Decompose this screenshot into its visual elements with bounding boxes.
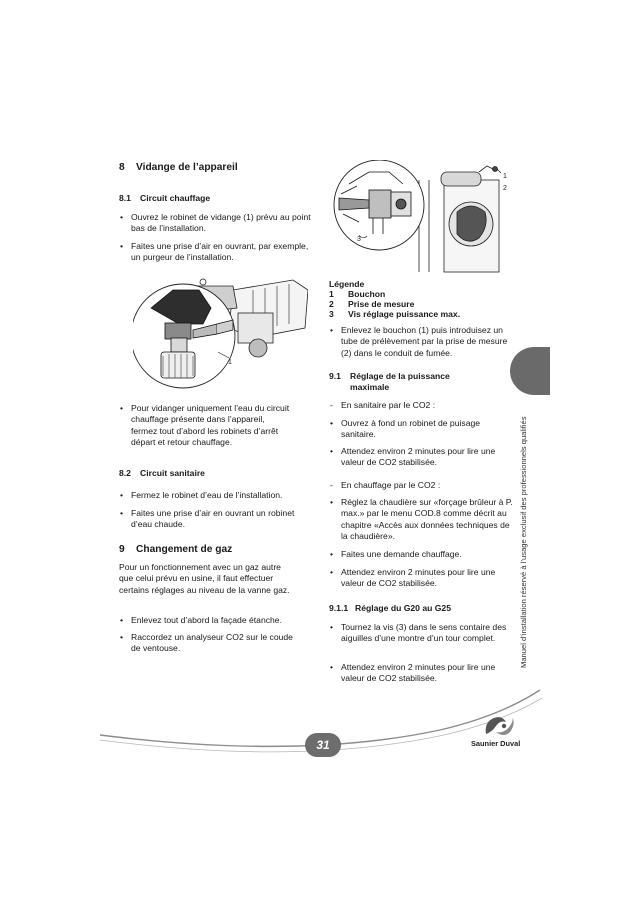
section-8-1-heading: 8.1 Circuit chauffage	[119, 193, 211, 203]
callout-2: 2	[503, 185, 507, 192]
section-8-2-heading: 8.2 Circuit sanitaire	[119, 468, 205, 478]
section-8-heading: 8 Vidange de l’appareil	[119, 162, 238, 173]
section-9-heading: 9 Changement de gaz	[119, 544, 233, 555]
brand-name: Saunier Duval	[471, 739, 521, 748]
section-9-paragraph: Pour un fonctionnement avec un gaz autre que celui prévu en usine, il faut effectuer certains réglages au niveau de la vanne gaz.	[119, 562, 290, 595]
bullet-item: • Attendez environ 2 minutes pour lire une valeur de CO2 stabilisée.	[330, 446, 496, 468]
callout-1: 1	[503, 173, 507, 180]
bullet-item: • Raccordez un analyseur CO2 sur le coude de ventouse.	[120, 632, 293, 654]
bullet-item: • Faites une demande chauffage.	[330, 549, 462, 559]
bullet-item: • Attendez environ 2 minutes pour lire une valeur de CO2 stabilisée.	[330, 567, 496, 589]
bullet-item: • Faites une prise d’air en ouvrant un robinet d’eau chaude.	[120, 508, 295, 530]
section-9-1-1-heading: 9.1.1 Réglage du G20 au G25	[329, 603, 451, 613]
section-9-1-heading: 9.1 Réglage de la puissance maximale	[329, 371, 450, 393]
bullet-item: • Ouvrez le robinet de vidange (1) prévu au point bas de l’installation.	[120, 212, 311, 234]
bullet-item: • Faites une prise d’air en ouvrant, par exemple, un purgeur de l’installation.	[120, 241, 309, 263]
bullet-item: • Pour vidanger uniquement l’eau du circuit chauffage présente dans l’appareil, fermez tout d’abord les robinets d’arrêt départ et retour chauffage.	[120, 403, 290, 448]
legend-row: 3 Vis réglage puissance max.	[329, 309, 461, 319]
side-margin-text: Manuel d’installation réservé à l’usage exclusif des professionnels qualifiés	[519, 416, 528, 668]
legend-row: 2 Prise de mesure	[329, 299, 415, 309]
bullet-item: • Enlevez le bouchon (1) puis introduisez un tube de prélèvement par la prise de mesure (2) dans le conduit de fumée.	[330, 325, 508, 358]
dash-item: - En sanitaire par le CO2 :	[330, 400, 436, 410]
callout-3: 3	[357, 236, 361, 243]
bullet-item: • Fermez le robinet d’eau de l’installation.	[120, 490, 283, 500]
callout-1: 1	[228, 359, 232, 366]
bullet-item: • Enlevez tout d’abord la façade étanche.	[120, 615, 282, 625]
bullet-item: • Attendez environ 2 minutes pour lire une valeur de CO2 stabilisée.	[330, 662, 496, 684]
bullet-item: • Réglez la chaudière sur «forçage brûleur à P. max.» par le menu COD.8 comme décrit au chapitre «Accès aux données techniques de la chaudière».	[330, 497, 513, 542]
legend-row: 1 Bouchon	[329, 289, 386, 299]
bullet-item: • Ouvrez à fond un robinet de puisage sanitaire.	[330, 418, 481, 440]
brand-logo-icon	[482, 712, 516, 738]
page-number: 31	[305, 733, 341, 757]
legend-title: Légende	[329, 279, 365, 289]
dash-item: - En chauffage par le CO2 :	[330, 480, 441, 490]
bullet-item: • Tournez la vis (3) dans le sens contaire des aiguilles d’une montre d’un tour complet.	[330, 622, 507, 644]
